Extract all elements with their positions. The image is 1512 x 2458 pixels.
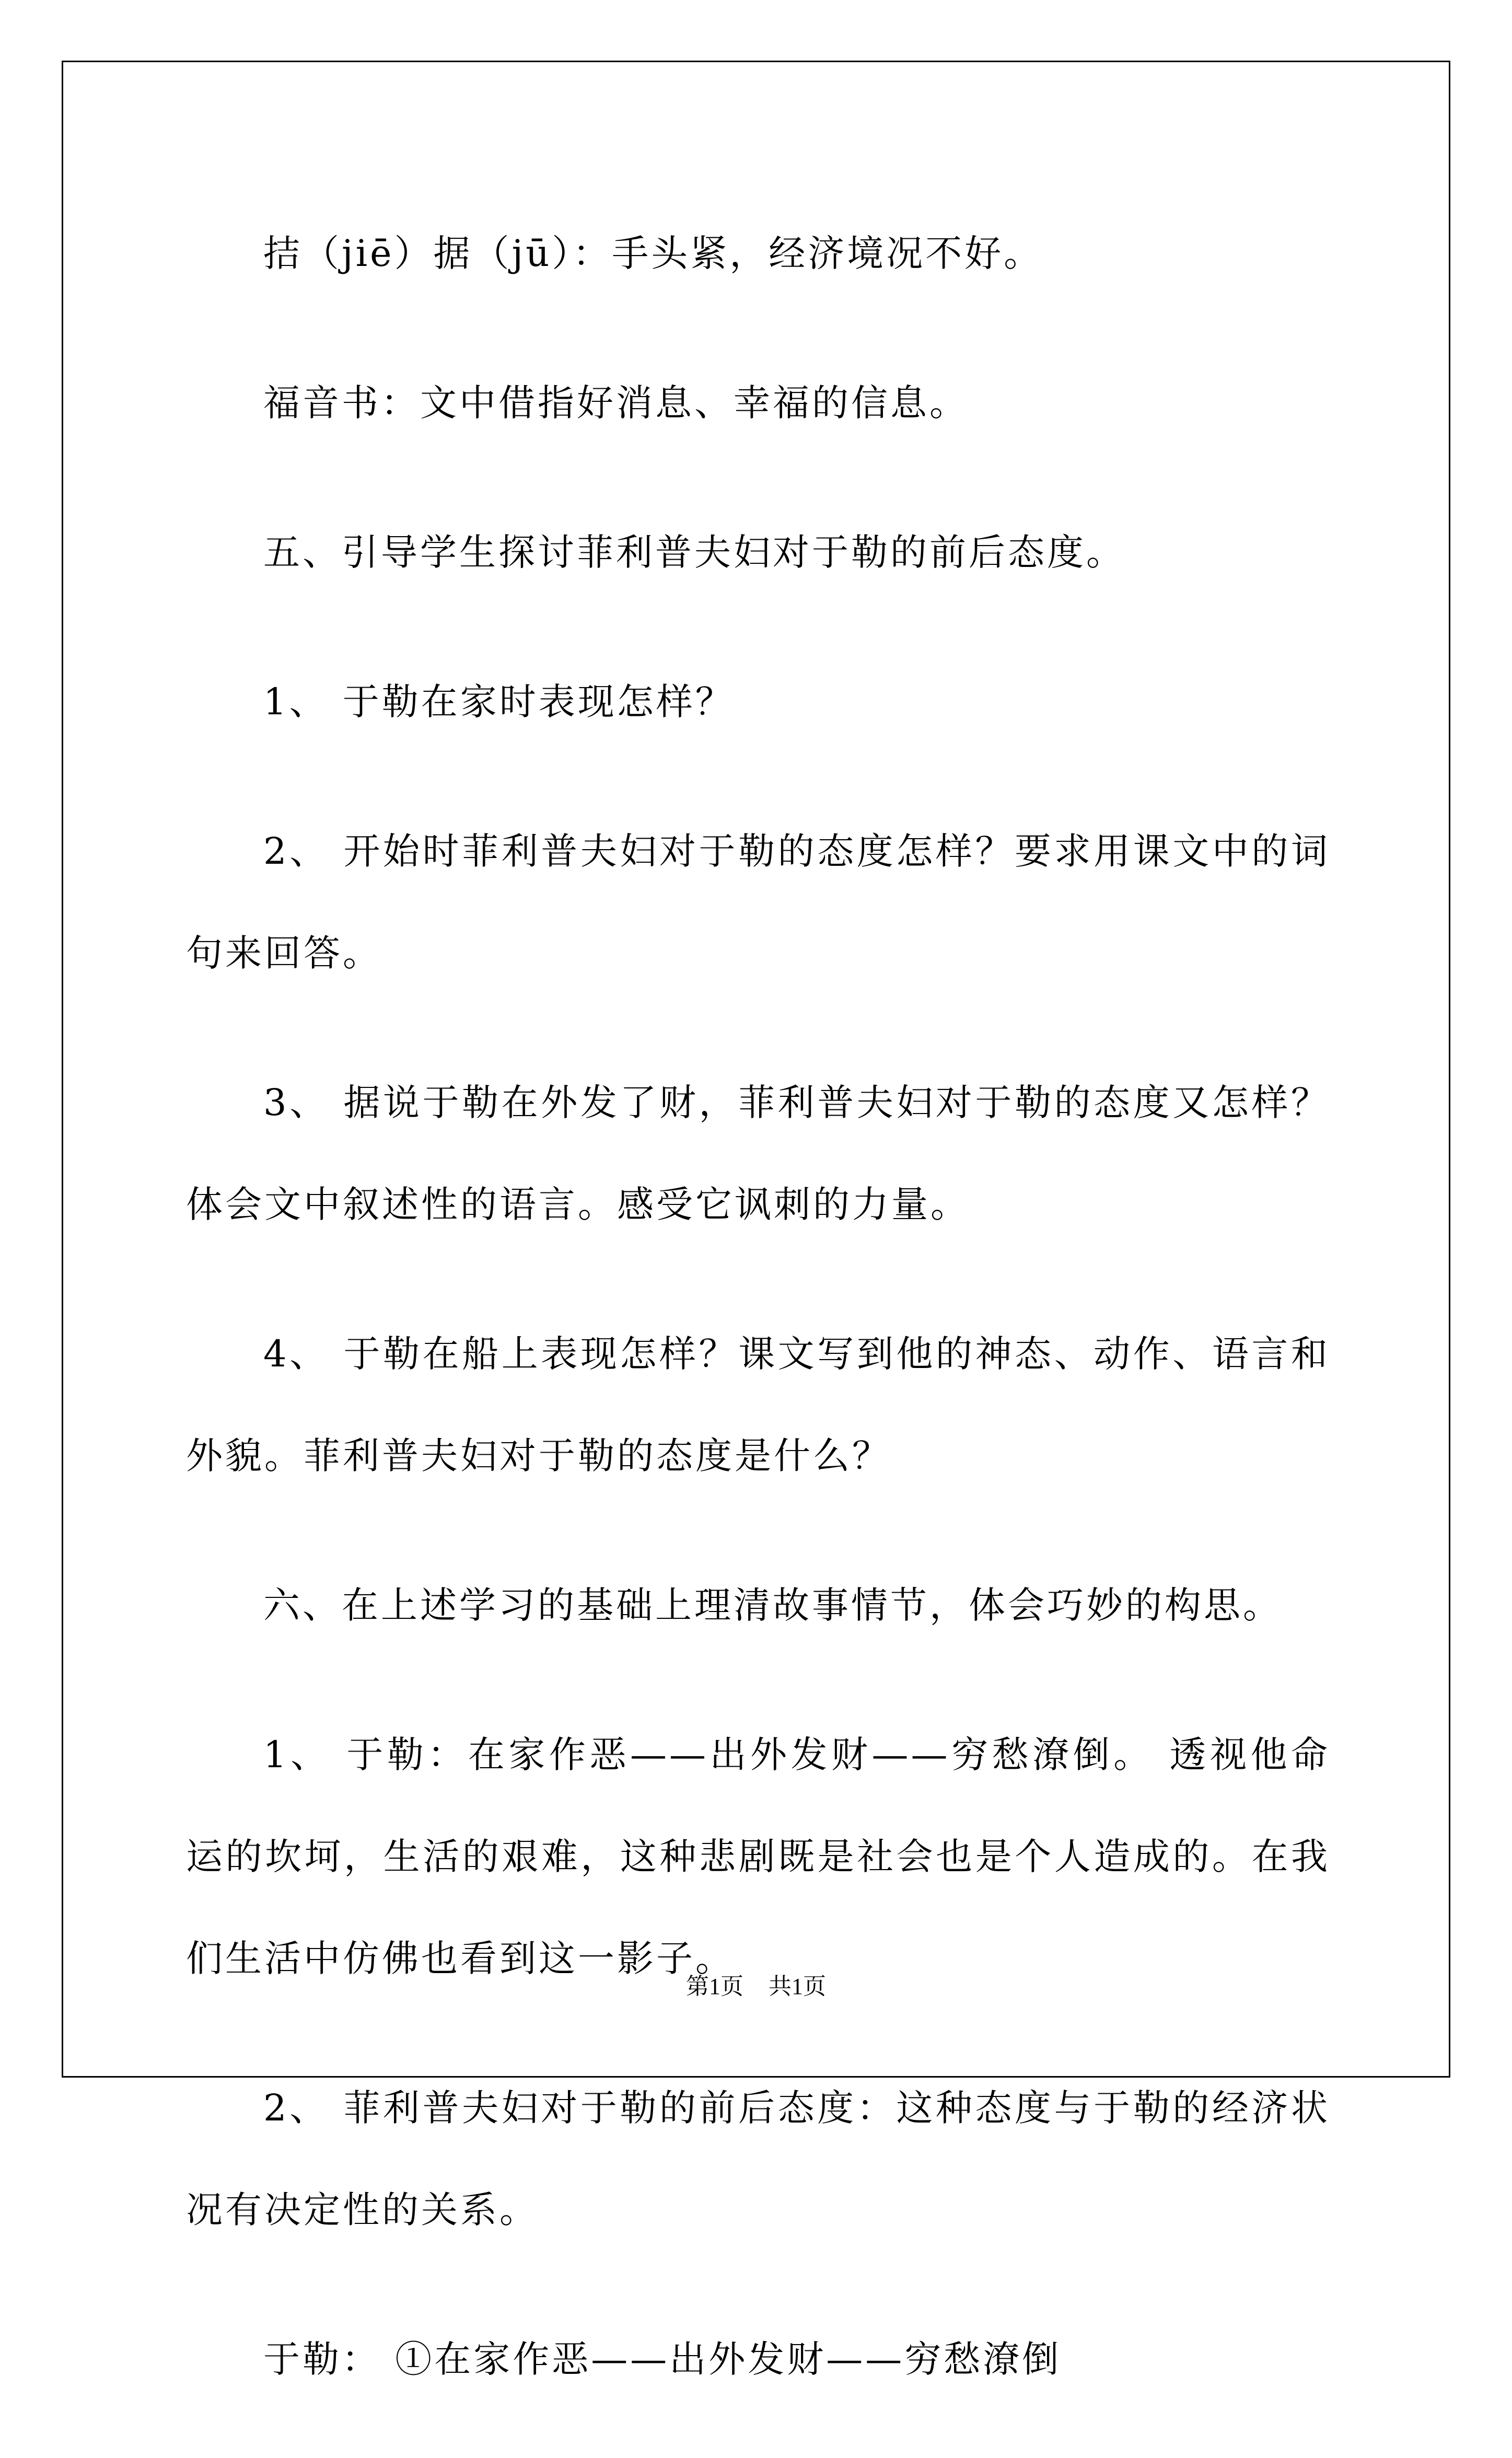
paragraph: 五、引导学生探讨菲利普夫妇对于勒的前后态度。 (263, 531, 1125, 574)
paragraph: 福音书：文中借指好消息、幸福的信息。 (263, 381, 969, 424)
paragraph: 2、 开始时菲利普夫妇对于勒的态度怎样？要求用课文中的词句来回答。 (186, 830, 1330, 975)
paragraph: 3、 据说于勒在外发了财，菲利普夫妇对于勒的态度又怎样？体会文中叙述性的语言。感受它讽刺的力量。 (186, 1081, 1330, 1226)
paragraph: 1、 于勒在家时表现怎样？ (263, 680, 735, 723)
page-number: 第1页 (686, 1974, 743, 1999)
paragraph: 1、 于勒：在家作恶——出外发财——穷愁潦倒。 透视他命运的坎坷，生活的艰难，这种悲剧既是社会也是个人造成的。在我们生活中仿佛也看到这一影子。 (186, 1733, 1330, 1980)
paragraph: 于勒： ①在家作恶——出外发财——穷愁潦倒 (263, 2338, 1062, 2381)
paragraph: 六、在上述学习的基础上理清故事情节，体会巧妙的构思。 (263, 1584, 1282, 1627)
page-footer (0, 1971, 1512, 2002)
paragraph: 拮（jiē）据（jū）：手头紧，经济境况不好。 (263, 232, 1043, 275)
document-body (186, 203, 1330, 2458)
paragraph: 4、 于勒在船上表现怎样？课文写到他的神态、动作、语言和外貌。菲利普夫妇对于勒的态度是什么？ (186, 1332, 1330, 1477)
page-total: 共1页 (769, 1974, 826, 1999)
paragraph: 2、 菲利普夫妇对于勒的前后态度：这种态度与于勒的经济状况有决定性的关系。 (186, 2086, 1330, 2231)
